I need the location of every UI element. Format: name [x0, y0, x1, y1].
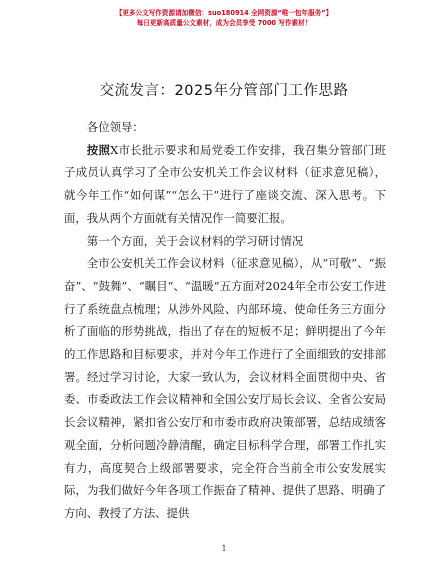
body-paragraph-1: 全市公安机关工作会议材料（征求意见稿），从“可敬”、“振奋”、“鼓舞”、“瞩目”、“温暖”五方面对2024年全市公安工作进行了系统盘点梳理；从涉外风险、内部环境、使命任务三方面分析了面临的形势挑战，指出了存在的短板不足；鲜明提出了今年的工作思路和目标要求，并对今年工作进行了全面细致的安排部署。经过学习讨论，大家一致认为，会议材料全面贯彻中央、省委、市委政法工作会议精神和全国公安厅局长会议、全省公安局长会议精神，紧扣省公安厅和市委市政府决策部署，总结成绩客观全面，分析问题冷静清醒，确定目标科学合理，部署工作扎实有力，高度契合上级部署要求，完全符合当前全市公安发展实际，为我们做好今年各项工作振奋了精神、提供了思路、明确了方向、教授了方法、提供: [64, 256, 386, 520]
promo-line-2: 每日更新高质量公文素材，成为会员享受 7000 写作素材！: [136, 19, 312, 27]
promo-line-1: 【更多公文写作资源请加微信：suo180914 全网资源“唯一包年服务”】: [115, 9, 333, 17]
intro-paragraph: [64, 139, 386, 230]
salutation-text: 各位领导：: [86, 120, 144, 134]
promo-banner: [0, 8, 448, 28]
document-body: [64, 116, 386, 525]
document-title: 交流发言：2025年分管部门工作思路: [99, 83, 349, 99]
page-number: 1: [221, 544, 227, 553]
salutation: [64, 116, 386, 139]
section-heading: 第一个方面，关于会议材料的学习研讨情况: [86, 233, 304, 248]
intro-rest: X市长批示要求和局党委工作安排，我召集分管部门班子成员认真学习了全市公安机关工作会议材料（征求意见稿），就今年工作“如何谋”“怎么干”进行了座谈交流、深入思考。下面，我从两个方面就有关情况作一简要汇报。: [64, 142, 386, 225]
intro-lead: 按照: [86, 142, 111, 157]
